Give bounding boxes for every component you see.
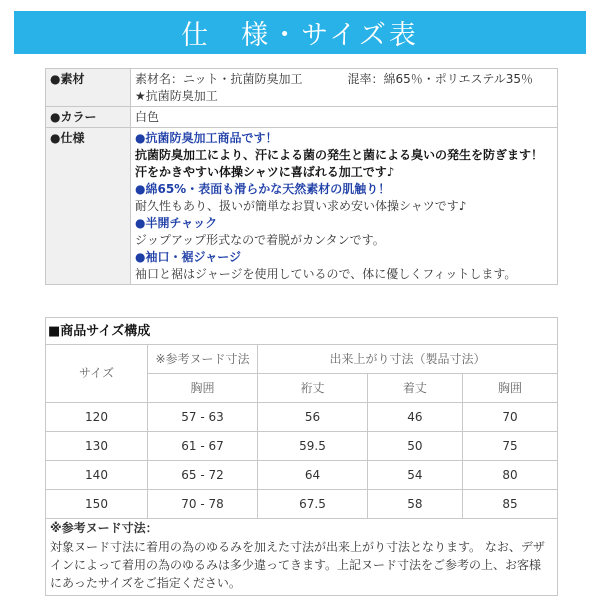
spec-value [131,128,558,285]
spec-line: ●綿65%・表面も滑らかな天然素材の肌触り！ [135,182,391,196]
spec-line: 抗菌防臭加工により、汗による菌の発生と菌による臭いの発生を防ぎます！ [135,148,544,162]
table-row [46,432,558,461]
page-banner: 仕 様・サイズ表 [14,11,586,54]
sub-nude-chest: 胸囲 [148,374,258,403]
material-note: ★抗菌防臭加工 [135,89,218,103]
cell-sleeve-length: 59.5 [258,432,368,461]
cell-chest: 70 [462,403,557,432]
material-mix: 混率：綿65％・ポリエステル35％ [347,72,533,86]
cell-chest: 80 [462,461,557,490]
sub-body-length: 着丈 [367,374,462,403]
color-label: ●カラー [46,107,131,128]
cell-size: 130 [46,432,148,461]
cell-nude-chest: 57 - 63 [148,403,258,432]
spec-line: ジップアップ形式なので着脱がカンタンです。 [135,233,385,247]
spec-line: ●抗菌防臭加工商品です！ [135,131,278,145]
head-size: サイズ [46,345,148,403]
head-finished: 出来上がり寸法（製品寸法） [258,345,558,374]
material-row [46,69,558,107]
table-row [46,403,558,432]
cell-nude-chest: 61 - 67 [148,432,258,461]
spec-row [46,128,558,285]
spec-line: 耐久性もあり、扱いが簡単なお買い求め安い体操シャツです♪ [135,199,467,213]
color-row [46,107,558,128]
cell-size: 120 [46,403,148,432]
spec-table [45,68,558,285]
note-title: ※参考ヌード寸法： [46,519,558,538]
cell-size: 150 [46,490,148,519]
head-nude: ※参考ヌード寸法 [148,345,258,374]
table-row [46,490,558,519]
cell-sleeve-length: 64 [258,461,368,490]
cell-chest: 85 [462,490,557,519]
color-value: 白色 [131,107,558,128]
cell-chest: 75 [462,432,557,461]
cell-body-length: 54 [367,461,462,490]
cell-body-length: 58 [367,490,462,519]
spec-label: ●仕様 [46,128,131,285]
spec-line: 汗をかきやすい体操シャツに喜ばれる加工です♪ [135,165,395,179]
cell-sleeve-length: 67.5 [258,490,368,519]
cell-nude-chest: 65 - 72 [148,461,258,490]
spec-line: ●半開チャック [135,216,218,230]
cell-sleeve-length: 56 [258,403,368,432]
spec-line: 袖口と裾はジャージを使用しているので、体に優しくフィットします。 [135,267,517,281]
material-value [131,69,558,107]
spec-line: ●袖口・裾ジャージ [135,250,241,264]
cell-size: 140 [46,461,148,490]
size-table [45,317,558,596]
table-row [46,461,558,490]
note-body: 対象ヌード寸法に着用の為のゆるみを加えた寸法が出来上がり寸法となります。 なお、デザインによって着用の為のゆるみは多少違ってきます。上記ヌード寸法をご参考の上、お客様にあったサイズをご指定ください。 [46,537,558,596]
material-label: ●素材 [46,69,131,107]
material-name: 素材名：ニット・抗菌防臭加工 [135,72,303,86]
cell-nude-chest: 70 - 78 [148,490,258,519]
cell-body-length: 46 [367,403,462,432]
size-table-title: ■商品サイズ構成 [46,318,558,345]
sub-chest: 胸囲 [462,374,557,403]
sub-sleeve-length: 裄丈 [258,374,368,403]
cell-body-length: 50 [367,432,462,461]
